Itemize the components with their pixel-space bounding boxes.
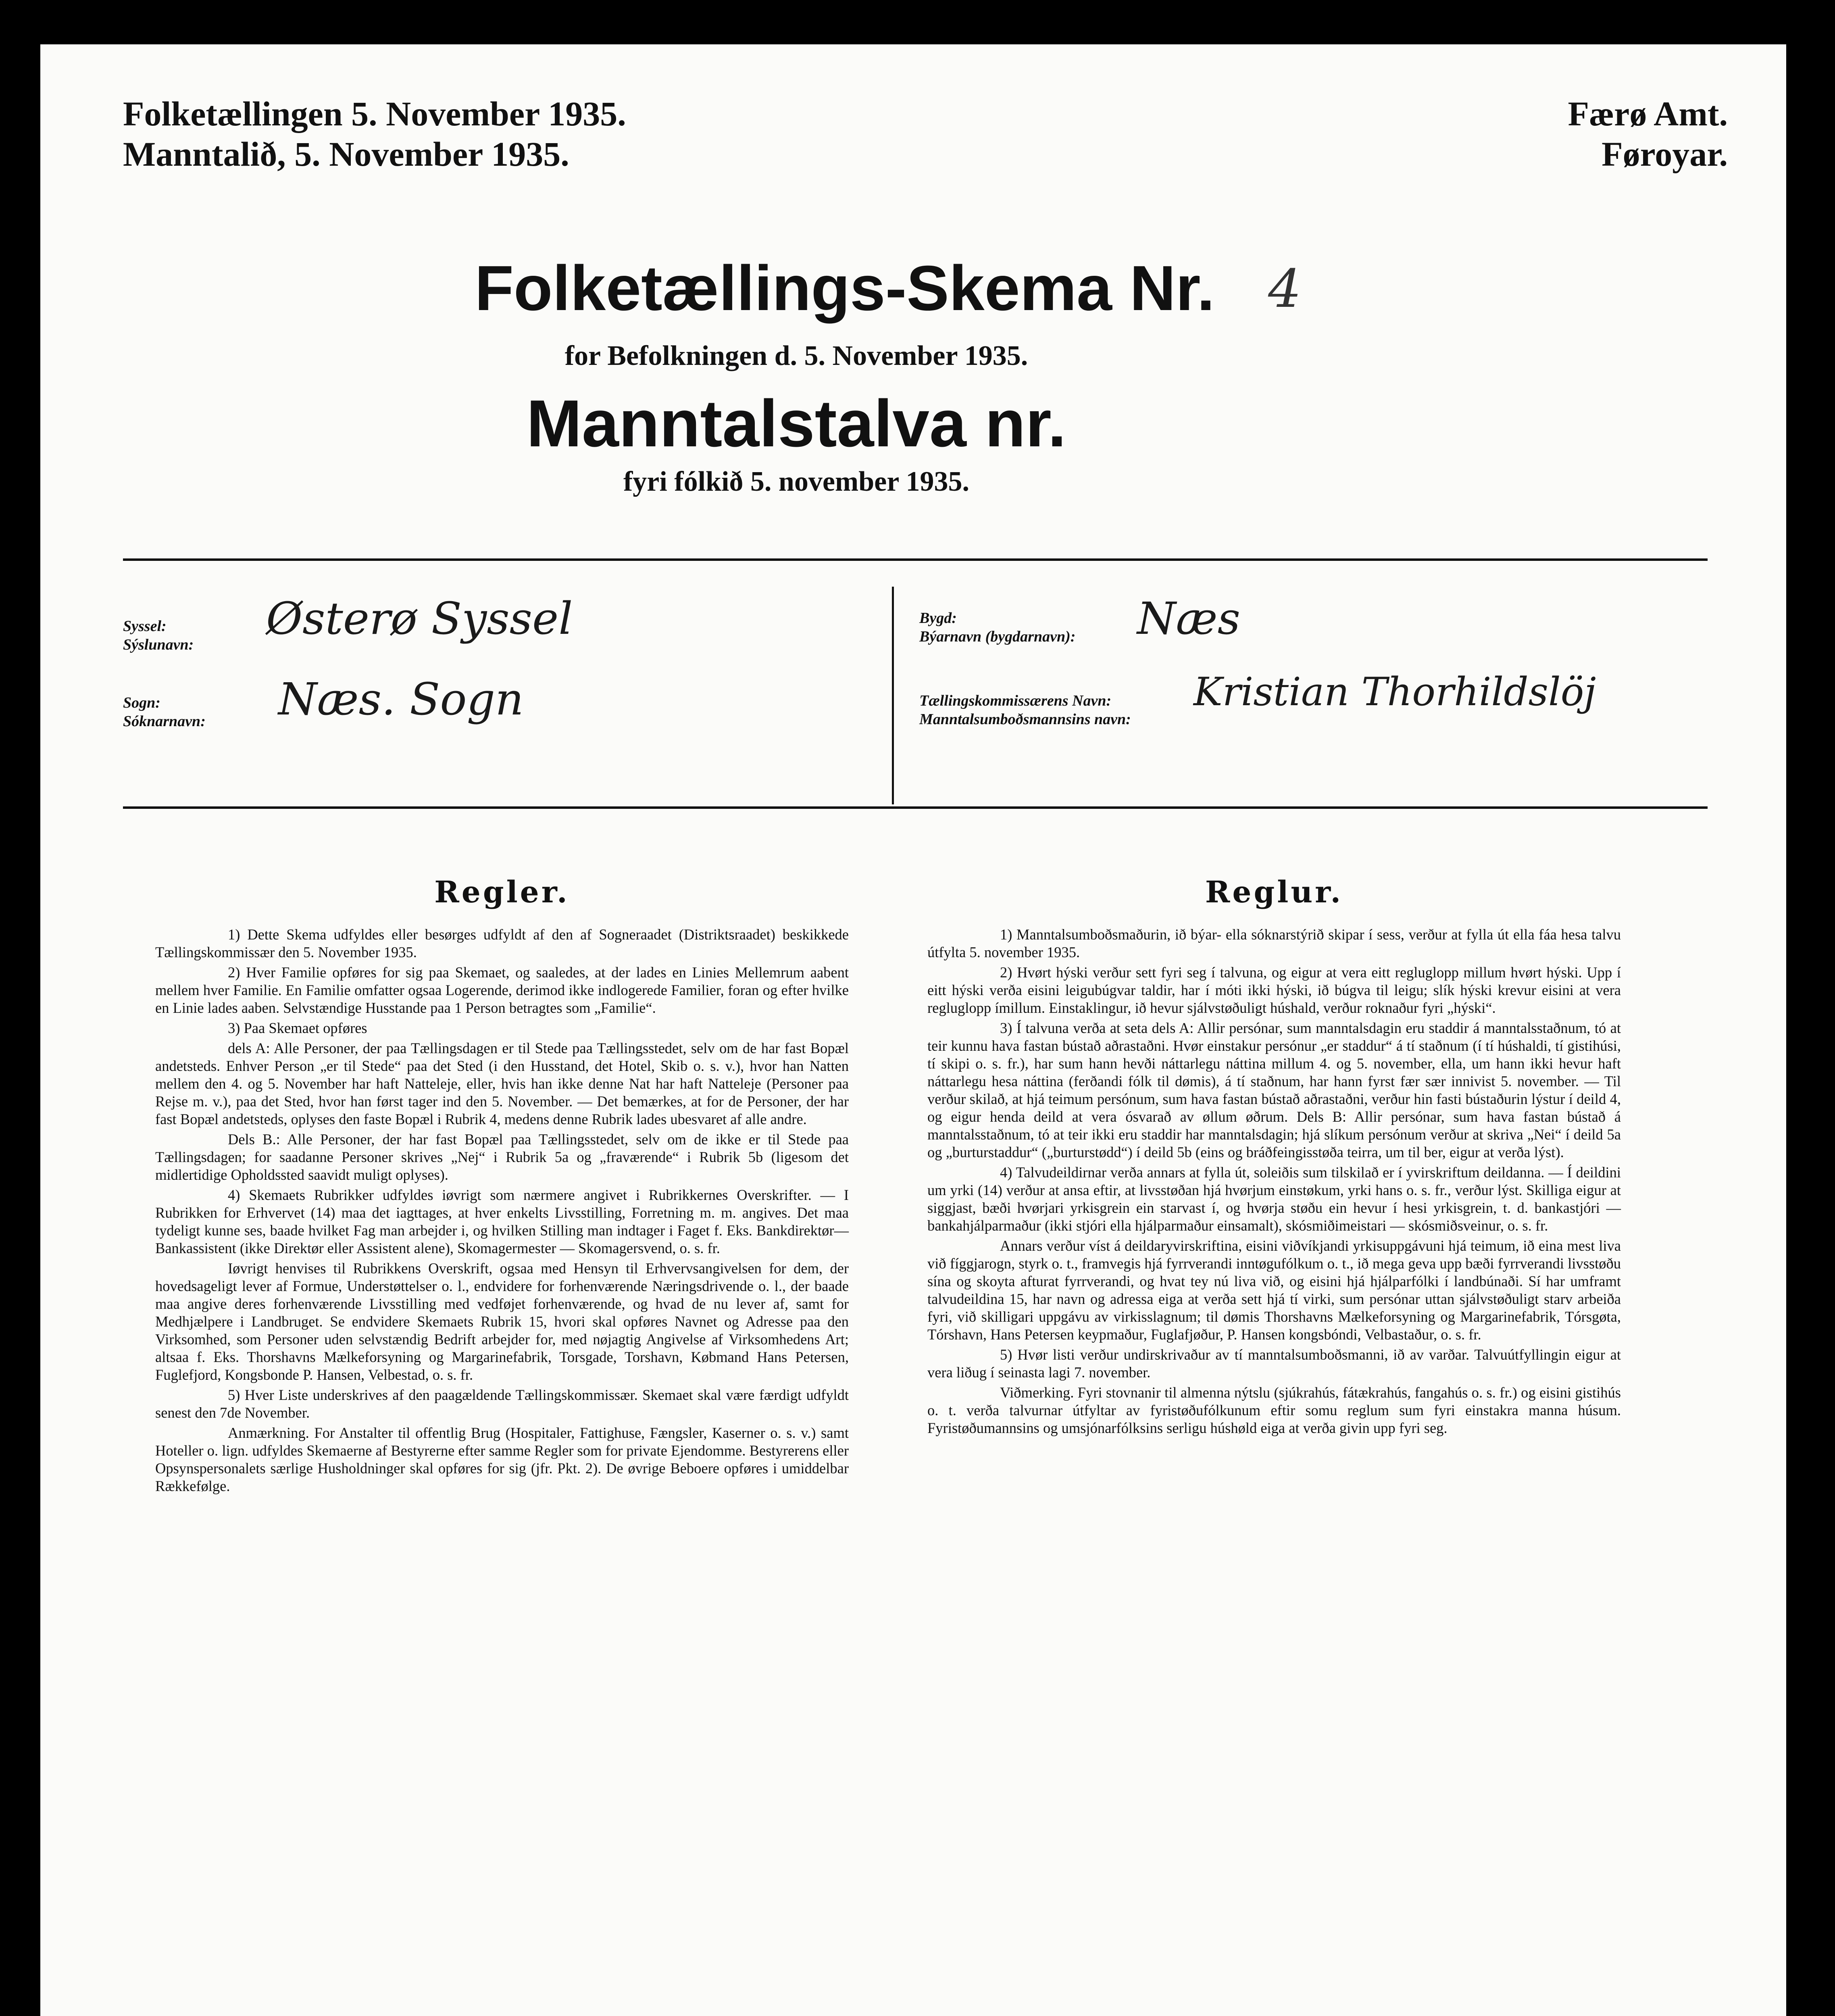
form-subtitle-dk: for Befolkningen d. 5. November 1935. [564,340,1028,371]
header-right [1568,94,1728,174]
regler-para-9: Anmærkning. For Anstalter til offentlig Brug (Hospitaler, Fattighuse, Fængsler, Kaserner o. s. v.) samt Hoteller o. lign. udfyldes Skemaerne af Bestyrerne efter samme Regler som for private Ejendomme. Bestyrerens eller Opsynspersonalets særlige Husholdninger skal opføres for sig (jfr. Pkt. 2). De øvrige Beboere opføres i umiddelbar Rækkefølge. [155,1425,849,1494]
sogn-label: Sogn: Sóknarnavn: [123,694,206,730]
form-title-fo: Manntalstalva nr. [526,386,1066,460]
reglur-para-1: 1) Manntalsumboðsmaðurin, ið býar- ella sóknarstýrið skipar í sess, verður at fylla út ella fáa hesa talvu útfylta 5. november 1935. [927,926,1621,960]
field-column-divider [892,587,894,804]
bygd-label: Bygd: Býarnavn (bygdarnavn): [919,610,1076,645]
regler-column-dk [155,875,849,1497]
skema-number-handwritten: 4 [1268,258,1302,319]
reglur-para-3: 3) Í talvuna verða at seta dels A: Allir persónar, sum manntalsdagin eru staddir á manntalsstaðnum, tó at teir kunnu hava fastan bústað aðrastaðni. Hvør einstakur persónur „er staddur“ á tí staðnum (í tí húshaldi, tí gistihúsi, tí skipi o. s. fr.), har sum hann hevði náttarlegu náttina millum 4. og 5. november, ella, um hann ikki hevur haft náttarlegu hesa náttina (ferðandi fólk til dømis), á tí staðnum, har hann fyrst fær sær innivist 5. november. — Til verður skilað, at hjá teimum persónum, sum hava fastan bústað aðrastaðni, verður hin fasti bústaðurin lýstur í deild 4, og eigur henda deild at vera ósvarað av øllum øðrum. Dels B: Allir persónar, sum hava fastan bústað á manntalsstaðnum, tó at teir ikki eru staddir har manntalsdagin; hjá slíkum persónum verður at skriva „Nei“ í deild 5a og „burturstaddur“ („burturstødd“) í deild 5b (eins og bráðfeingisstøða teirra, um til ber, eigur at verða lýst). [927,1020,1621,1160]
reglur-para-2: 2) Hvørt hýski verður sett fyri seg í talvuna, og eigur at vera eitt regluglopp millum hvørt hýski. Upp í eitt hýski verða eisini leigubúgvar taldir, har í móti ikki hýski, ið búgva til leigu; slík hýski krevur eisini at vera regluglopp ímillum. Einstaklingur, ið hevur sjálvstøðuligt húshald, verður roknaður fyri „hýski“. [927,964,1621,1016]
top-divider [123,558,1708,561]
regler-para-8: 5) Hver Liste underskrives af den paagældende Tællingskommissær. Skemaet skal være færdigt udfyldt senest den 7de November. [155,1387,849,1421]
kommissaer-value: Kristian Thorhildslöj [1193,669,1596,714]
census-form-page [40,44,1786,2016]
header-amt-dk: Færø Amt. [1568,94,1728,133]
bygd-value: Næs [1137,593,1241,644]
reglur-para-4: 4) Talvudeildirnar verða annars at fylla út, soleiðis sum tilskilað er í yvirskriftum deildanna. — Í deildini um yrki (14) verður at ansa eftir, at livsstøðan hjá hvørjum einstøkum, yrki hans o. s. fr., verður lýst. Skilliga eigur at siggjast, bæði hvørjari yrkisgrein ein starvast í, og hvørja støðu ein hevur í hesi yrkisgrein, t. d. bankastjóri — bankahjálparmaður (ikki stjóri ella hjálparmaður einsamalt), skósmiðimeistari — skósmiðsveinur, o. s. fr. [927,1164,1621,1234]
regler-para-3: 3) Paa Skemaet opføres [228,1020,367,1036]
syssel-label: Syssel: Sýslunavn: [123,618,194,653]
bottom-divider [123,806,1708,809]
regler-para-6: 4) Skemaets Rubrikker udfyldes iøvrigt som nærmere angivet i Rubrikkernes Overskrifter. — I Rubrikken for Erhvervet (14) maa det iagttages, at hver enkelts Livsstilling, Forretning m. m. angives. Det maa tydeligt kunne ses, baade hvilket Fag man arbejder i, og hvilken Stilling man indtager i Faget f. Eks. Bankdirektør—Bankassistent (ikke Direktør eller Assistent alene), Skomagermester — Skomagersvend, o. s. fr. [155,1187,849,1256]
regler-para-5: Dels B.: Alle Personer, der har fast Bopæl paa Tællingsstedet, selv om de ikke er til Stede paa Tællingsdagen; for saadanne Personer skrives „Nej“ i Rubrik 5a og „fraværende“ i Rubrik 5b (ligesom det midlertidige Opholdssted saavidt muligt oplyses). [155,1131,849,1183]
form-subtitle-fo: fyri fólkið 5. november 1935. [623,466,970,497]
syssel-value: Østerø Syssel [266,593,573,644]
reglur-heading: Reglur. [1205,875,1343,910]
reglur-para-5: Annars verður víst á deildaryvirskriftina, eisini viðvíkjandi yrkisuppgávuni hjá teimum, ið eina mest liva við fíggjarogn, styrk o. t., framvegis hjá fyrrverandi inntøgufólkum o. t., ið mega geva upp bæði fyrrverandi livsstøðu sína og skoyta afturat fyrrverandi, og hvat tey nú liva við, og eisini hjá hjálparfólki í landbúnaði. Sí har umframt talvudeildina 15, har navn og adressa eiga at verða sett hjá tí virki, sum persónar uttan sjálvstøðuligt starv arbeiða fyri, við skilligari uppgávu av virkisslagnum; til dømis Thorshavns Mælkeforsyning og Margarinefabrik, Tórsgøta, Tórshavn, Hans Petersen keypmaður, Fuglafjøður, P. Hansen kongsbóndi, Velbastaður, o. s. fr. [927,1237,1621,1343]
form-title-dk: Folketællings-Skema Nr. [475,253,1215,324]
header-amt-fo: Føroyar. [1602,135,1728,173]
kommissaer-label: Tællingskommissærens Navn: Manntalsumboðsmannsins navn: [919,692,1131,728]
reglur-para-6: 5) Hvør listi verður undirskrivaður av tí manntalsumboðsmanni, ið av varðar. Talvuútfyllingin eigur at vera liðug í seinasta lagi 7. november. [927,1346,1621,1381]
regler-para-2: 2) Hver Familie opføres for sig paa Skemaet, og saaledes, at der lades en Linies Mellemrum aabent mellem hver Familie. En Familie omfatter ogsaa Logerende, derimod ikke indlogerede Familier, foran og efter hvilke en Linie lades aaben. Selvstændige Husstande paa 1 Person betragtes som „Familie“. [155,964,849,1016]
sogn-value: Næs. Sogn [278,673,524,725]
regler-para-1: 1) Dette Skema udfyldes eller besørges udfyldt af den af Sogneraadet (Distriktsraadet) beskikkede Tællingskommissær den 5. November 1935. [155,926,849,960]
regler-heading: Regler. [434,875,570,910]
header-title-dk: Folketællingen 5. November 1935. [123,94,626,133]
regler-para-4: dels A: Alle Personer, der paa Tællingsdagen er til Stede paa Tællingsstedet, selv om de har fast Bopæl andetsteds. Enhver Person „er til Stede“ paa det Sted (i den Husstand, det Hotel, Skib o. s. v.), hvor han Natten mellem den 4. og 5. November har haft Natteleje, eller, hvis han ikke denne Nat har haft Natteleje (Personer paa Rejse m. v.), paa det Sted, hvor han først tager ind den 5. November. — Det bemærkes, at for de Personer, der har fast Bopæl andetsteds, oplyses den faste Bopæl i Rubrik 4, medens denne Rubrik lades ubesvaret af alle andre. [155,1040,849,1127]
regler-para-7: Iøvrigt henvises til Rubrikkens Overskrift, ogsaa med Hensyn til Erhvervsangivelsen for dem, der hovedsageligt lever af Formue, Understøttelser o. l., endvidere for forhenværende Næringsdrivende o. l., der baade maa angive deres forhenværende Livsstilling med vedføjet forhenværende, og hvad de nu lever af, samt for Medhjælpere i Landbruget. Se endvidere Skemaets Rubrik 15, hvori skal opføres Navnet og Adresse paa den Virksomhed, som Personer uden selvstændig Bedrift arbejder for, med nøjagtig Angivelse af Virksomhedens Art; altsaa f. Eks. Thorshavns Mælkeforsyning og Margarinefabrik, Torsgade, Torshavn, Købmand Hans Petersen, Fuglefjord, Kongsbonde P. Hansen, Velbestad, o. s. fr. [155,1260,849,1383]
reglur-para-7: Viðmerking. Fyri stovnanir til almenna nýtslu (sjúkrahús, fátækrahús, fangahús o. s. fr.) og eisini gistihús o. t. verða talvurnar útfyltar av fyristøðufólkunum eftir somu reglum sum fyri einstakra manna húsum. Fyristøðumannsins og umsjónarfólksins serligu húshøld eiga at verða givin upp fyri seg. [927,1384,1621,1436]
header-title-fo: Manntalið, 5. November 1935. [123,135,569,173]
header-left [123,94,626,174]
reglur-column-fo [927,875,1621,1439]
